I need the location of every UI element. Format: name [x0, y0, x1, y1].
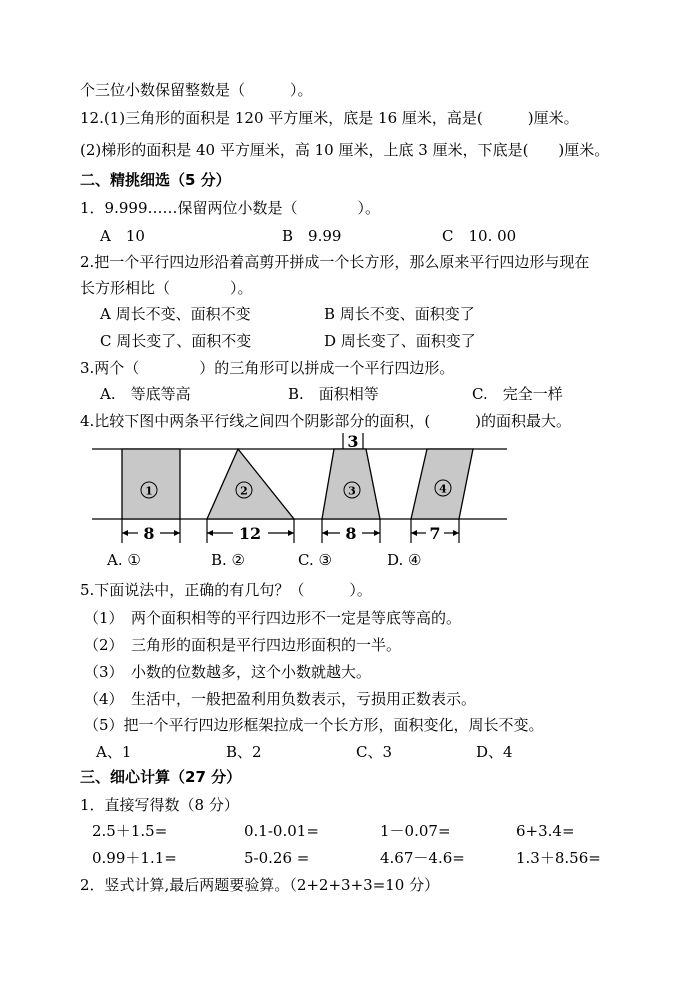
question-3: 3.两个（ ）的三角形可以拼成一个平行四边形。 [80, 359, 455, 377]
q4-option-b: B. ② [211, 551, 246, 569]
q12-1: 12.(1)三角形的面积是 120 平方厘米，底是 16 厘米，高是( )厘米。 [80, 109, 579, 127]
calc-row2-item-4: 1.3＋8.56= [516, 849, 601, 867]
statement-2: （2） 三角形的面积是平行四边形面积的一半。 [84, 636, 402, 654]
q5-option-a: A、1 [96, 743, 132, 761]
q5-option-d: D、4 [476, 743, 513, 761]
statement-5: （5）把一个平行四边形框架拉成一个长方形，面积变化，周长不变。 [84, 716, 544, 734]
q2-option-a: A 周长不变、面积不变 [100, 305, 251, 323]
statement-3: （3） 小数的位数越多，这个小数就越大。 [84, 663, 372, 681]
shape-4-label: 4 [439, 482, 447, 496]
q3-option-a: A. 等底等高 [100, 385, 191, 403]
statement-1: （1） 两个面积相等的平行四边形不一定是等底等高的。 [84, 609, 462, 627]
q5-option-c: C、3 [356, 743, 393, 761]
shape-2-triangle [207, 449, 294, 519]
q5-option-b: B、2 [226, 743, 262, 761]
dim-label-1: 8 [143, 524, 155, 543]
question-1: 1．9.999……保留两位小数是（ ）。 [80, 199, 380, 217]
q2-option-c: C 周长变了、面积不变 [100, 332, 252, 350]
q12-2: (2)梯形的面积是 40 平方厘米，高 10 厘米，上底 3 厘米，下底是( )厘米。 [80, 141, 610, 159]
dim-label-4: 7 [429, 524, 441, 543]
dim-label-2: 12 [238, 524, 262, 543]
dim-top-label: 3 [347, 432, 359, 451]
q2-option-b: B 周长不变、面积变了 [324, 305, 475, 323]
q4-option-c: C. ③ [298, 551, 332, 569]
q1-option-a: A 10 [100, 227, 145, 245]
question-5: 5.下面说法中，正确的有几句？（ ）。 [80, 581, 372, 599]
question-4: 4.比较下图中两条平行线之间四个阴影部分的面积，( )的面积最大。 [80, 412, 572, 430]
statement-4: （4） 生活中，一般把盈利用负数表示，亏损用正数表示。 [84, 690, 477, 708]
calc-row1-item-2: 0.1-0.01= [244, 822, 319, 840]
q1-option-c: C 10. 00 [442, 227, 517, 245]
q3-option-b: B. 面积相等 [288, 385, 379, 403]
q3-option-c: C. 完全一样 [472, 385, 563, 403]
section-3-heading: 三、细心计算（27 分） [80, 768, 242, 786]
calc-1-heading: 1．直接写得数（8 分） [80, 796, 239, 814]
line-1: 个三位小数保留整数是（ ）。 [80, 81, 313, 99]
q4-option-d: D. ④ [387, 551, 422, 569]
q2-option-d: D 周长变了、面积变了 [324, 332, 476, 350]
calc-row1-item-1: 2.5＋1.5= [92, 822, 168, 840]
q4-option-a: A. ① [107, 551, 141, 569]
calc-row2-item-1: 0.99＋1.1= [92, 849, 177, 867]
calc-2-heading: 2．竖式计算,最后两题要验算。（2+2+3+3=10 分） [80, 876, 440, 894]
section-2-heading: 二、精挑细选（5 分） [80, 171, 231, 189]
q1-option-b: B 9.99 [282, 227, 342, 245]
question-2-line-1: 2.把一个平行四边形沿着高剪开拼成一个长方形，那么原来平行四边形与现在 [80, 253, 590, 271]
shape-1-label: 1 [145, 484, 153, 498]
question-2-line-2: 长方形相比（ ）。 [80, 279, 253, 297]
dimension-lines [122, 519, 459, 543]
calc-row1-item-4: 6+3.4= [516, 822, 575, 840]
shape-2-label: 2 [240, 484, 248, 498]
calc-row2-item-2: 5-0.26 = [244, 849, 310, 867]
calc-row1-item-3: 1－0.07= [380, 822, 451, 840]
calc-row2-item-3: 4.67－4.6= [380, 849, 465, 867]
dim-label-3: 8 [345, 524, 357, 543]
shape-3-label: 3 [348, 484, 356, 498]
